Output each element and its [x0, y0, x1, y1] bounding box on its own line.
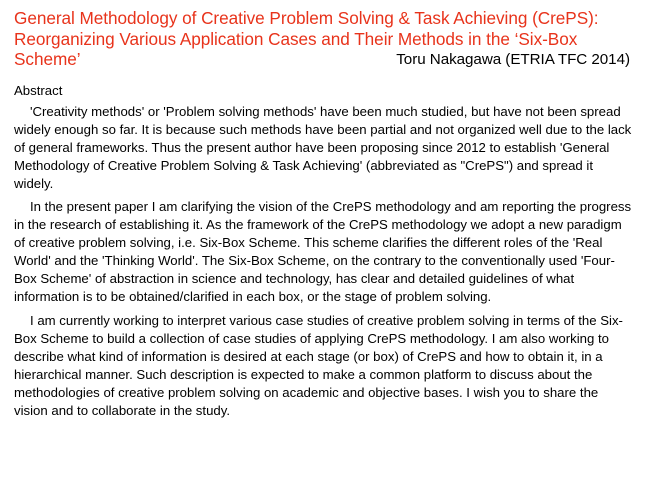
paper-title: [14, 8, 634, 70]
abstract-heading: Abstract: [14, 82, 63, 98]
author-credit: Toru Nakagawa (ETRIA TFC 2014): [396, 51, 630, 68]
document-page: [14, 8, 634, 420]
paper-title-line-1: General Methodology of Creative Problem Solving & Task Achieving (CrePS):: [14, 8, 599, 28]
abstract-paragraph-3: I am currently working to interpret various case studies of creative problem solving in terms of the Six-Box Scheme to build a collection of case studies of applying CrePS methodology. I am also working to describe what kind of information is desired at each stage (or box) of CrePS and how to obtain it, in a hierarchical manner. Such description is expected to make a common platform to discuss about the methodologies of creative problem solving on academic and objective bases. I wish you to share the vision and to collaborate in the study.: [14, 312, 623, 418]
abstract-paragraph-1: 'Creativity methods' or 'Problem solving methods' have been much studied, but have not been spread widely enough so far. It is because such methods have been partial and not organized well due to the lack of general frameworks. Thus the present author have been proposing since 2012 to establish 'General Methodology of Creative Problem Solving & Task Achieving' (abbreviated as "CrePS") and spread it widely.: [14, 103, 632, 191]
abstract-body: [14, 103, 634, 421]
paper-title-line-2: Reorganizing Various Application Cases and Their Methods in the ‘Six-Box: [14, 28, 578, 49]
abstract-paragraph-2: In the present paper I am clarifying the vision of the CrePS methodology and am reporting the progress in the research of establishing it. As the framework of the CrePS methodology we adopt a new paradigm of creative problem solving, i.e. Six-Box Scheme. This scheme clarifies the different roles of the 'Real World' and the 'Thinking World'. The Six-Box Scheme, on the contrary to the conventionally used 'Four-Box Scheme' of abstraction in science and technology, has clear and detailed guidelines of what information is to be obtained/clarified in each box, or the stage of problem solving.: [14, 198, 632, 305]
paper-title-line-3: Scheme’: [14, 49, 81, 69]
title-author-row: [14, 49, 634, 70]
